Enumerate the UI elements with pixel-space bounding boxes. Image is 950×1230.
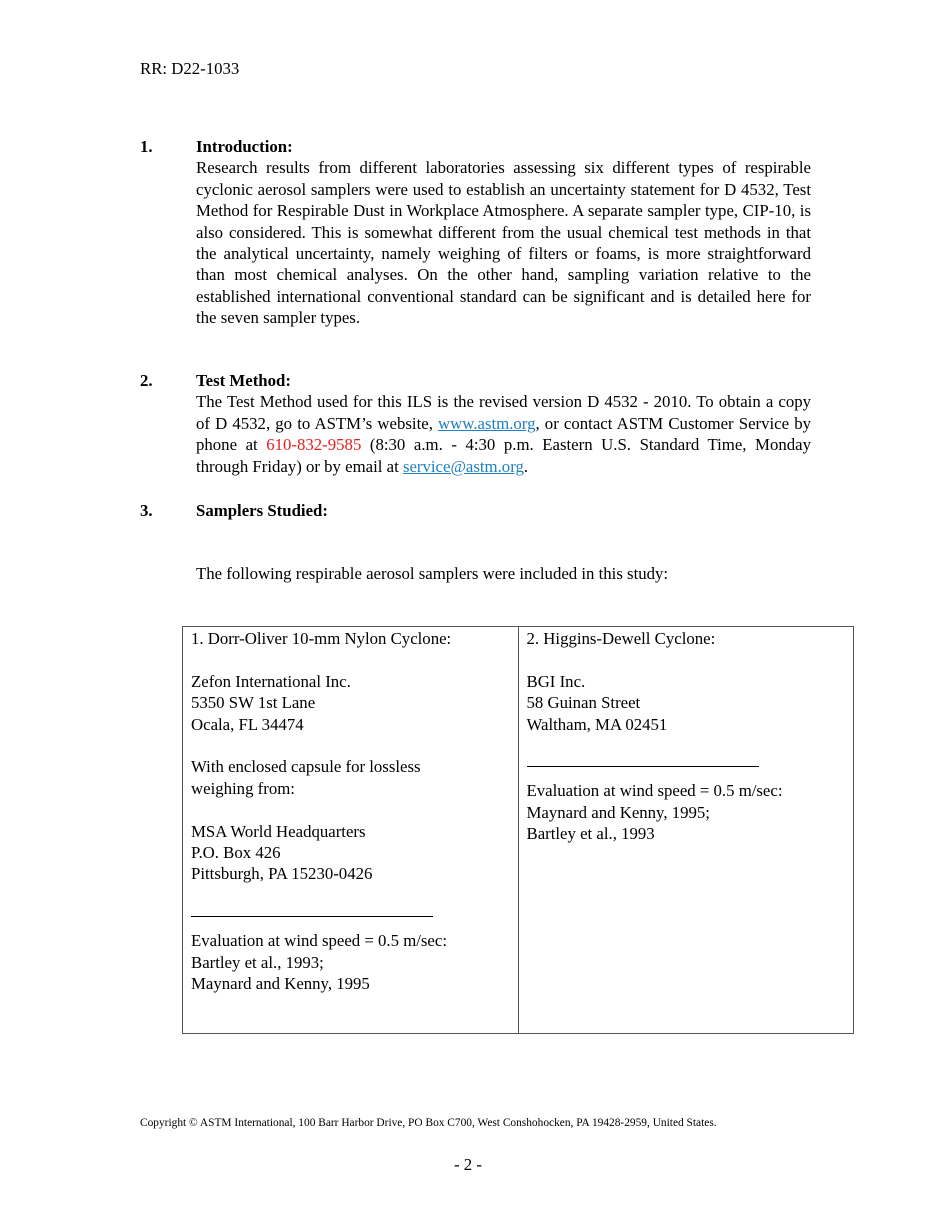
sampler-name: 2. Higgins-Dewell Cyclone: <box>526 629 716 648</box>
body-text: . <box>523 456 529 476</box>
body-text: (8:30 a.m. - 4:30 p.m. Eastern U.S. Standard Time, Monday through Friday) or by email at <box>196 435 811 476</box>
section-test-method <box>140 370 811 480</box>
sampler-company: Zefon International Inc. <box>191 671 351 691</box>
capsule-address-line: P.O. Box 426 <box>191 843 281 863</box>
evaluation-label: Evaluation at wind speed = 0.5 m/sec: <box>191 931 447 951</box>
section-title: Test Method: <box>196 371 291 390</box>
separator-line <box>191 906 433 917</box>
capsule-address-line: Pittsburgh, PA 15230-0426 <box>191 864 373 884</box>
body-text: , or contact ASTM Customer Service by phone at <box>196 413 812 455</box>
capsule-note: weighing from: <box>191 778 295 798</box>
sampler-name: 1. Dorr-Oliver 10-mm Nylon Cyclone: <box>191 629 452 648</box>
capsule-note: With enclosed capsule for lossless <box>191 757 421 777</box>
section-number: 3. <box>140 501 153 520</box>
website-link[interactable]: www.astm.org <box>438 413 536 433</box>
sampler-cell-1 <box>183 627 519 1034</box>
capsule-company: MSA World Headquarters <box>191 821 366 841</box>
sampler-cell-2 <box>518 627 854 1034</box>
sampler-address-line: Waltham, MA 02451 <box>526 714 668 734</box>
separator-line <box>527 756 759 767</box>
page-number: - 2 - <box>454 1155 482 1174</box>
sampler-company: BGI Inc. <box>526 671 586 691</box>
sampler-address-line: 58 Guinan Street <box>526 693 641 713</box>
sampler-address-line: Ocala, FL 34474 <box>191 714 304 734</box>
samplers-intro: The following respirable aerosol samplers were included in this study: <box>196 564 669 583</box>
reference: Maynard and Kenny, 1995 <box>191 974 370 994</box>
copyright-notice: Copyright © ASTM International, 100 Barr Harbor Drive, PO Box C700, West Conshohocken, PA 19428-2959, United States. <box>140 1117 717 1129</box>
samplers-table <box>182 626 854 1034</box>
section-samplers-studied <box>140 500 811 524</box>
evaluation-label: Evaluation at wind speed = 0.5 m/sec: <box>526 781 783 801</box>
section-body <box>196 391 811 477</box>
section-introduction <box>140 136 811 351</box>
section-title: Samplers Studied: <box>196 501 328 520</box>
section-number: 2. <box>140 371 153 390</box>
section-number: 1. <box>140 137 153 156</box>
sampler-address-line: 5350 SW 1st Lane <box>191 693 316 713</box>
reference: Maynard and Kenny, 1995; <box>526 802 710 822</box>
body-text: The Test Method used for this ILS is the revised version D 4532 - 2010. To obtain a copy of D 4532, go to ASTM’s website, <box>196 392 811 433</box>
reference: Bartley et al., 1993 <box>526 824 655 844</box>
section-body: Research results from different laboratories assessing six different types of respirable cyclonic aerosol samplers were used to establish an uncertainty statement for D 4532, Test Method for Respirable Dust in Workplace Atmosphere. A separate sampler type, CIP-10, is also considered. This is somewhat different from the usual chemical test methods in that the analytical uncertainty, namely weighing of filters or foams, is more straightforward than most chemical analyses. On the other hand, sampling variation relative to the established international conventional standard can be significant and is detailed here for the seven sampler types. <box>196 158 811 328</box>
document-id: RR: D22-1033 <box>140 59 240 78</box>
phone-number: 610-832-9585 <box>266 435 362 455</box>
reference: Bartley et al., 1993; <box>191 952 324 972</box>
section-title: Introduction: <box>196 137 293 156</box>
email-link[interactable]: service@astm.org <box>402 456 524 476</box>
